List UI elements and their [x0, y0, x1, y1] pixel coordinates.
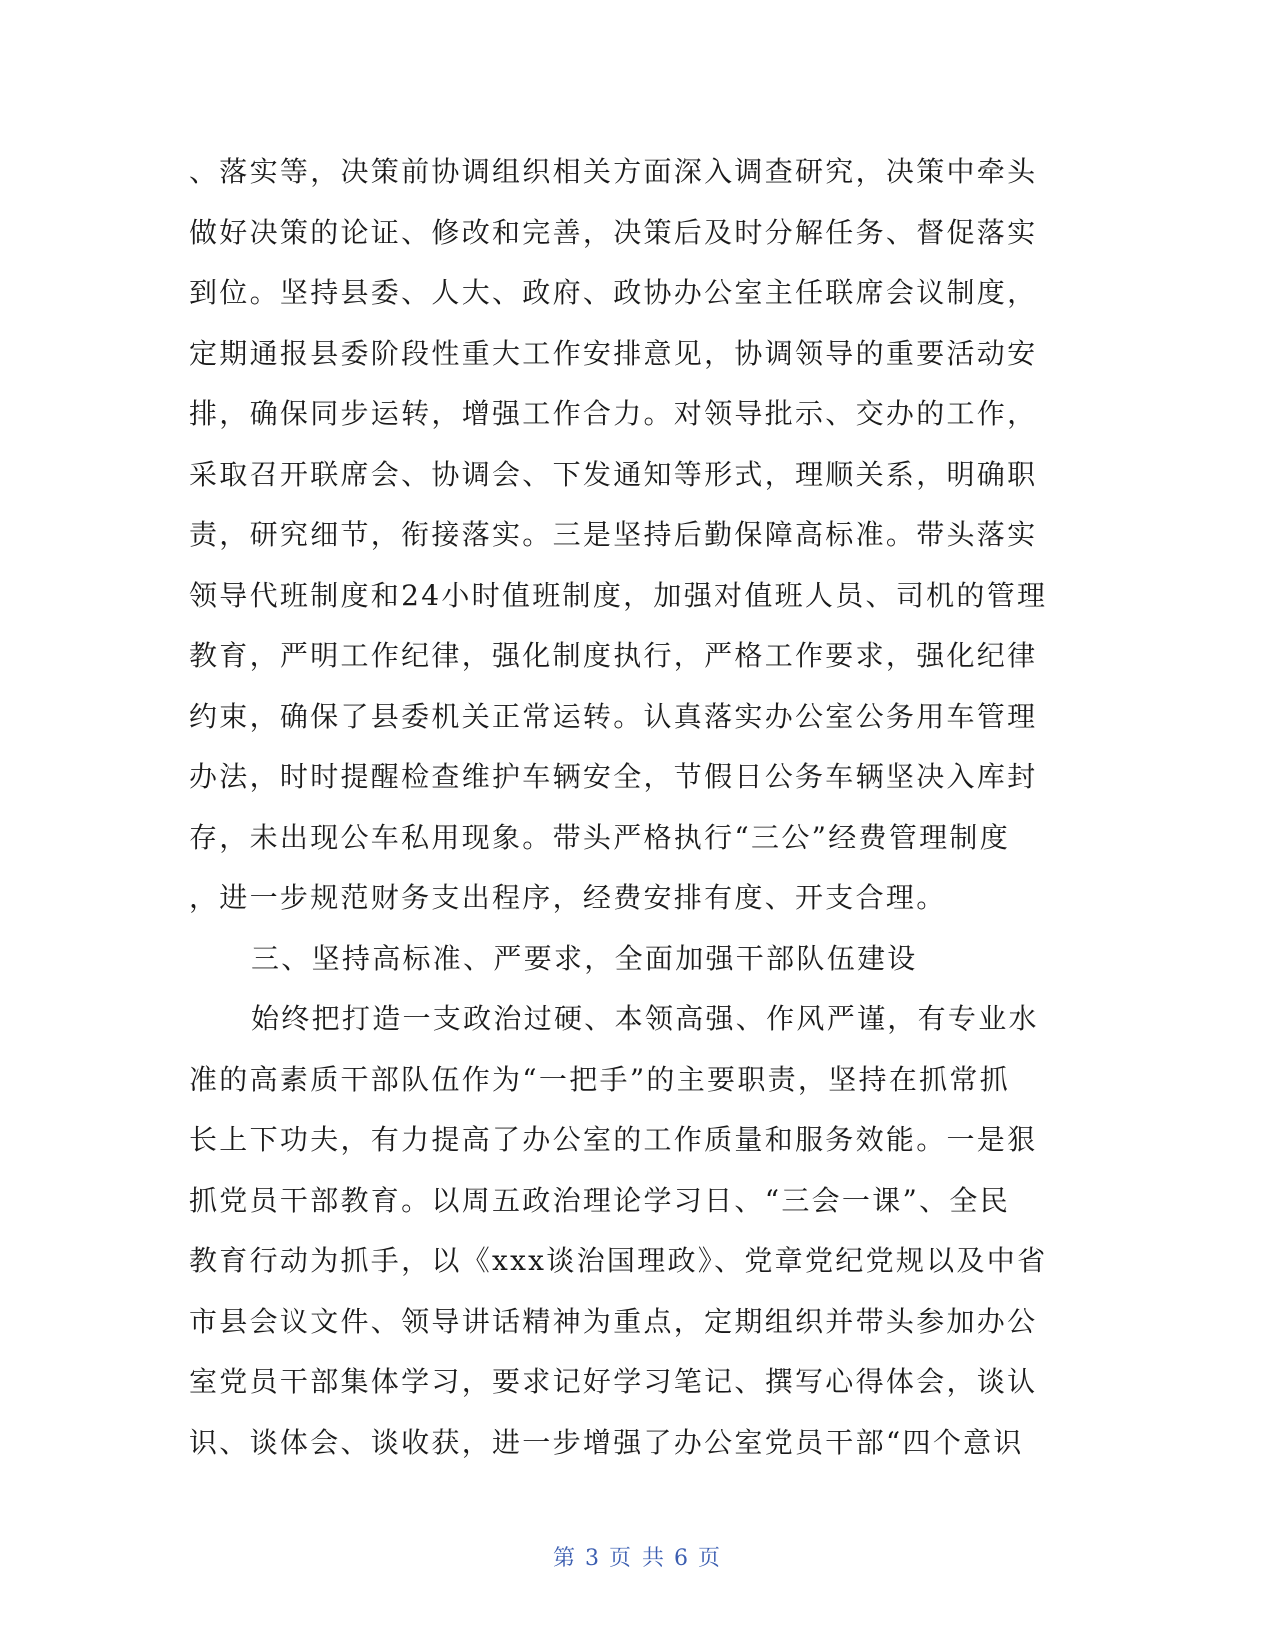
text-line: 教育行动为抓手，以《xxx谈治国理政》、党章党纪党规以及中省 — [189, 1244, 1048, 1277]
text-line: ，进一步规范财务支出程序，经费安排有度、开支合理。 — [189, 881, 947, 914]
page-footer — [0, 1541, 1275, 1572]
body-text — [189, 142, 1089, 1473]
text-line: 室党员干部集体学习，要求记好学习笔记、撰写心得体会，谈认 — [189, 1365, 1038, 1398]
footer-prefix: 第 — [552, 1546, 577, 1571]
footer-middle: 页 共 — [609, 1546, 666, 1571]
text-line: 领导代班制度和24小时值班制度，加强对值班人员、司机的管理 — [189, 578, 1048, 612]
text-line: 定期通报县委阶段性重大工作安排意见，协调领导的重要活动安 — [189, 336, 1038, 370]
text-line: 存，未出现公车私用现象。带头严格执行“三公”经费管理制度 — [189, 820, 1011, 854]
text-line: 、落实等，决策前协调组织相关方面深入调查研究，决策中牵头 — [189, 155, 1038, 188]
text-line: 到位。坚持县委、人大、政府、政协办公室主任联席会议制度， — [189, 276, 1038, 309]
text-line: 始终把打造一支政治过硬、本领高强、作风严谨，有专业水 — [251, 1002, 1039, 1035]
text-line: 市县会议文件、领导讲话精神为重点，定期组织并带头参加办公 — [189, 1304, 1038, 1338]
text-line: 识、谈体会、谈收获，进一步增强了办公室党员干部“四个意识 — [189, 1425, 1024, 1459]
text-line: 准的高素质干部队伍作为“一把手”的主要职责，坚持在抓常抓 — [189, 1062, 1011, 1096]
footer-total-pages: 6 — [674, 1546, 690, 1571]
text-line: 约束，确保了县委机关正常运转。认真落实办公室公务用车管理 — [189, 699, 1038, 733]
footer-suffix: 页 — [698, 1546, 723, 1571]
section-heading: 三、坚持高标准、严要求，全面加强干部队伍建设 — [251, 941, 918, 975]
text-line: 做好决策的论证、修改和完善，决策后及时分解任务、督促落实 — [189, 215, 1038, 249]
footer-page-number: 3 — [585, 1546, 601, 1571]
text-line: 长上下功夫，有力提高了办公室的工作质量和服务效能。一是狠 — [189, 1123, 1038, 1156]
text-line: 教育，严明工作纪律，强化制度执行，严格工作要求，强化纪律 — [189, 639, 1038, 672]
text-line: 抓党员干部教育。以周五政治理论学习日、“三会一课”、全民 — [189, 1183, 1011, 1217]
text-line: 采取召开联席会、协调会、下发通知等形式，理顺关系，明确职 — [189, 457, 1038, 491]
text-line: 排，确保同步运转，增强工作合力。对领导批示、交办的工作， — [189, 397, 1038, 430]
text-line: 责，研究细节，衔接落实。三是坚持后勤保障高标准。带头落实 — [189, 518, 1038, 551]
text-line: 办法，时时提醒检查维护车辆安全，节假日公务车辆坚决入库封 — [189, 760, 1038, 793]
